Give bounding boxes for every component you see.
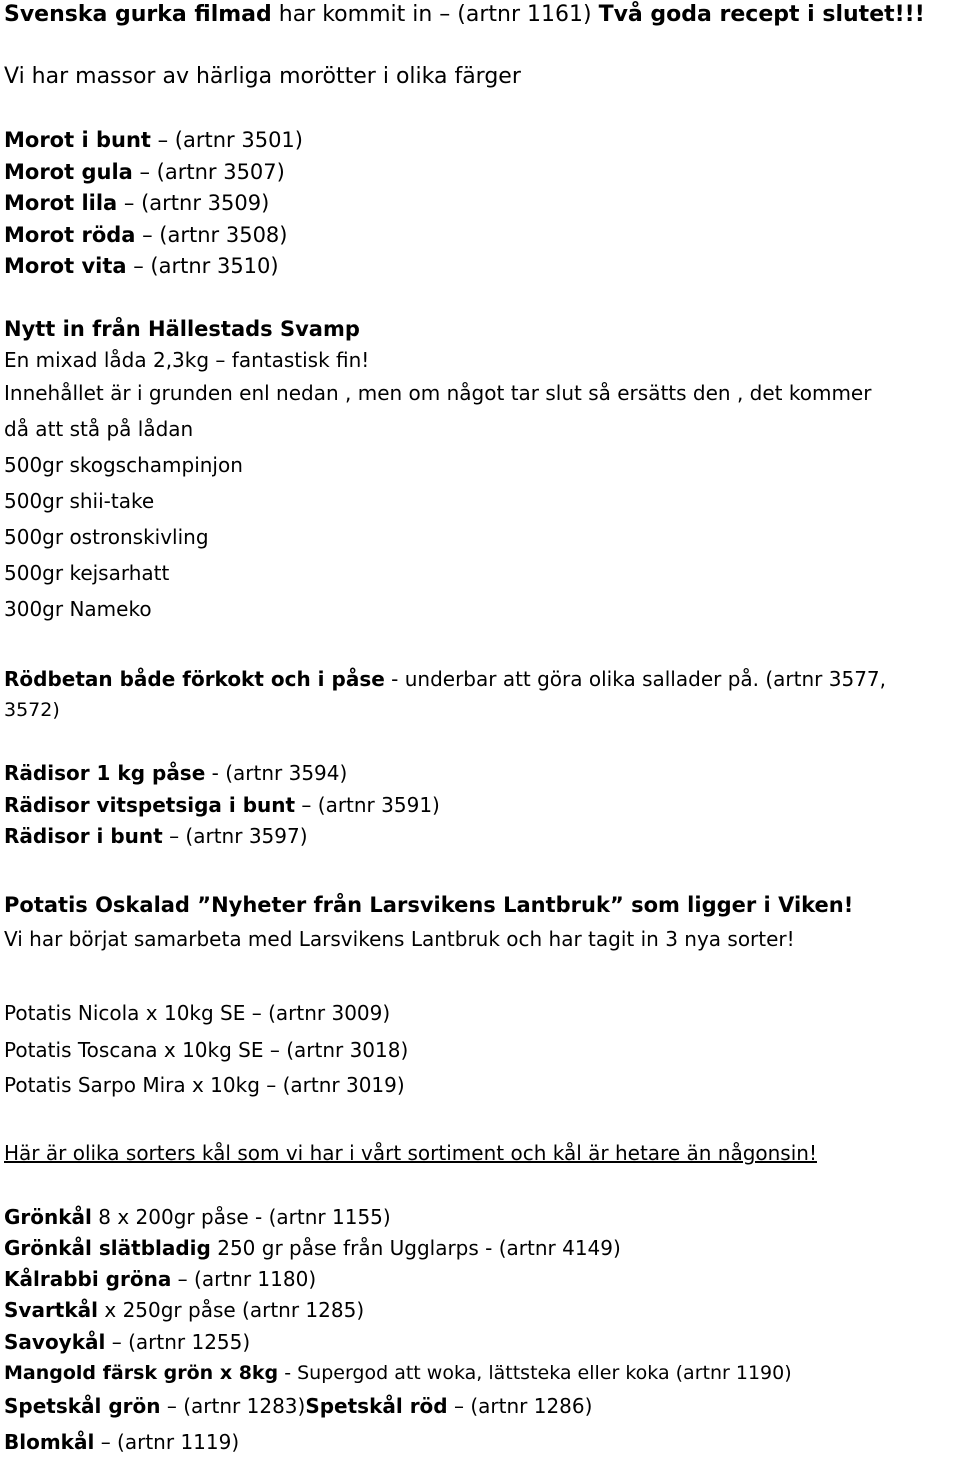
list-item: Grönkål slätbladig 250 gr påse från Ugglarps - (artnr 4149): [4, 1236, 621, 1260]
list-item: 500gr skogschampinjon: [4, 453, 243, 477]
list-item: Mangold färsk grön x 8kg - Supergod att woka, lättsteka eller koka (artnr 1190): [4, 1362, 792, 1384]
header-product: Svenska gurka filmad: [4, 2, 272, 27]
header-info: har kommit in – (artnr 1161): [271, 2, 599, 27]
potatis-intro: Vi har börjat samarbeta med Larsvikens Lantbruk och har tagit in 3 nya sorter!: [4, 927, 795, 951]
svamp-title: Nytt in från Hällestads Svamp: [4, 317, 360, 341]
list-item: Rädisor vitspetsiga i bunt – (artnr 3591): [4, 793, 440, 817]
list-item: Svartkål x 250gr påse (artnr 1285): [4, 1298, 365, 1322]
list-item: Savoykål – (artnr 1255): [4, 1330, 251, 1354]
rodbetan-line1: Rödbetan både förkokt och i påse - underbar att göra olika sallader på. (artnr 3577,: [4, 667, 887, 691]
potatis-headline: Potatis Oskalad ”Nyheter från Larsvikens Lantbruk” som ligger i Viken!: [4, 893, 854, 917]
list-item: Rädisor i bunt – (artnr 3597): [4, 824, 308, 848]
list-item: 500gr kejsarhatt: [4, 561, 170, 585]
list-item: 300gr Nameko: [4, 597, 152, 621]
list-item: Potatis Sarpo Mira x 10kg – (artnr 3019): [4, 1073, 405, 1097]
list-item: Potatis Nicola x 10kg SE – (artnr 3009): [4, 1001, 391, 1025]
list-item: Morot röda – (artnr 3508): [4, 223, 288, 247]
svamp-box: En mixad låda 2,3kg – fantastisk fin!: [4, 348, 370, 372]
list-item: Kålrabbi gröna – (artnr 1180): [4, 1267, 317, 1291]
svamp-desc-line1: Innehållet är i grunden enl nedan , men om något tar slut så ersätts den , det kommer: [4, 381, 872, 405]
list-item: 500gr shii-take: [4, 489, 155, 513]
list-item: Morot i bunt – (artnr 3501): [4, 128, 303, 152]
svamp-desc-line2: då att stå på lådan: [4, 417, 194, 441]
header-line: [4, 4, 925, 26]
list-item: Morot gula – (artnr 3507): [4, 160, 285, 184]
list-item: Grönkål 8 x 200gr påse - (artnr 1155): [4, 1205, 391, 1229]
list-item: Blomkål – (artnr 1119): [4, 1430, 240, 1454]
morot-intro: Vi har massor av härliga morötter i olika färger: [4, 64, 521, 89]
header-recipes: Två goda recept i slutet!!!: [598, 2, 925, 27]
list-item: Morot lila – (artnr 3509): [4, 191, 270, 215]
list-item: Spetskål grön – (artnr 1283)Spetskål röd – (artnr 1286): [4, 1394, 593, 1418]
list-item: 500gr ostronskivling: [4, 525, 209, 549]
list-item: Potatis Toscana x 10kg SE – (artnr 3018): [4, 1038, 409, 1062]
rodbetan-line2: 3572): [4, 699, 60, 721]
list-item: Morot vita – (artnr 3510): [4, 254, 279, 278]
list-item: Rädisor 1 kg påse - (artnr 3594): [4, 761, 348, 785]
kal-headline: Här är olika sorters kål som vi har i vårt sortiment och kål är hetare än någonsin!: [4, 1141, 817, 1165]
